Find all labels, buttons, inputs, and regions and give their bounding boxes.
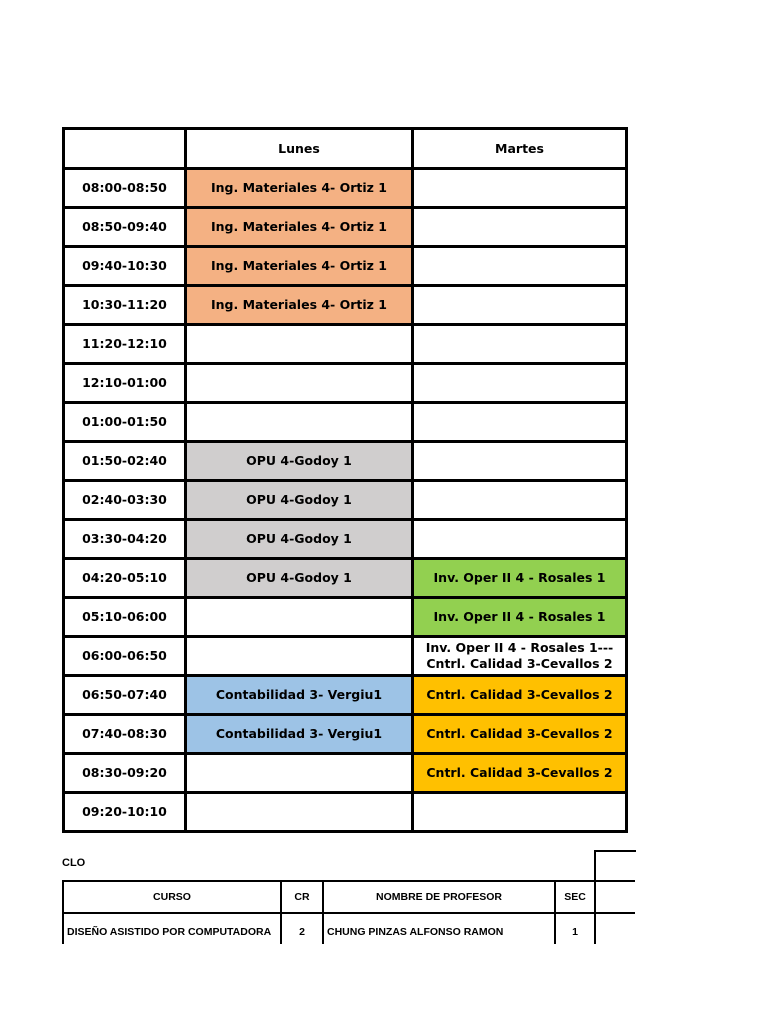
lunes-cell: OPU 4-Godoy 1 xyxy=(186,520,413,559)
time-cell: 07:40-08:30 xyxy=(64,715,186,754)
schedule-row xyxy=(64,637,627,676)
martes-cell xyxy=(413,793,627,832)
schedule-row xyxy=(64,442,627,481)
lunes-cell xyxy=(186,364,413,403)
schedule-row xyxy=(64,676,627,715)
martes-cell: Inv. Oper II 4 - Rosales 1---Cntrl. Calidad 3-Cevallos 2 xyxy=(413,637,627,676)
martes-cell xyxy=(413,520,627,559)
lunes-cell: OPU 4-Godoy 1 xyxy=(186,442,413,481)
schedule-row xyxy=(64,169,627,208)
schedule-row xyxy=(64,247,627,286)
lunes-cell xyxy=(186,754,413,793)
martes-cell: Inv. Oper II 4 - Rosales 1 xyxy=(413,598,627,637)
header-profesor: NOMBRE DE PROFESOR xyxy=(323,881,555,913)
sec-cell: 1 xyxy=(555,913,595,950)
martes-cell: Cntrl. Calidad 3-Cevallos 2 xyxy=(413,715,627,754)
schedule-row xyxy=(64,520,627,559)
courses-header-row xyxy=(63,881,635,913)
header-cr: CR xyxy=(281,881,323,913)
time-cell: 05:10-06:00 xyxy=(64,598,186,637)
martes-cell: Inv. Oper II 4 - Rosales 1 xyxy=(413,559,627,598)
martes-cell xyxy=(413,247,627,286)
time-cell: 09:40-10:30 xyxy=(64,247,186,286)
courses-table xyxy=(62,880,635,950)
time-cell: 08:50-09:40 xyxy=(64,208,186,247)
time-cell: 06:50-07:40 xyxy=(64,676,186,715)
schedule-row xyxy=(64,325,627,364)
time-cell: 11:20-12:10 xyxy=(64,325,186,364)
time-cell: 09:20-10:10 xyxy=(64,793,186,832)
lunes-cell xyxy=(186,793,413,832)
schedule-table xyxy=(62,127,628,833)
schedule-header-row xyxy=(64,129,627,169)
header-martes: Martes xyxy=(413,129,627,169)
schedule-row xyxy=(64,481,627,520)
martes-cell xyxy=(413,169,627,208)
time-cell: 06:00-06:50 xyxy=(64,637,186,676)
martes-cell xyxy=(413,208,627,247)
schedule-row xyxy=(64,286,627,325)
time-cell: 03:30-04:20 xyxy=(64,520,186,559)
time-cell: 08:30-09:20 xyxy=(64,754,186,793)
header-curso: CURSO xyxy=(63,881,281,913)
header-extra xyxy=(595,881,635,913)
lunes-cell xyxy=(186,598,413,637)
martes-cell xyxy=(413,325,627,364)
martes-cell xyxy=(413,403,627,442)
martes-cell xyxy=(413,286,627,325)
time-cell: 01:50-02:40 xyxy=(64,442,186,481)
lunes-cell: Ing. Materiales 4- Ortiz 1 xyxy=(186,208,413,247)
time-cell: 10:30-11:20 xyxy=(64,286,186,325)
page-bottom-blank xyxy=(0,944,768,1024)
cr-cell: 2 xyxy=(281,913,323,950)
curso-cell: DISEÑO ASISTIDO POR COMPUTADORA xyxy=(63,913,281,950)
lunes-cell: Contabilidad 3- Vergiu1 xyxy=(186,676,413,715)
corner-box xyxy=(594,850,636,883)
schedule-row xyxy=(64,793,627,832)
schedule-row xyxy=(64,598,627,637)
time-cell: 12:10-01:00 xyxy=(64,364,186,403)
martes-cell xyxy=(413,481,627,520)
schedule-row xyxy=(64,559,627,598)
time-cell: 01:00-01:50 xyxy=(64,403,186,442)
lunes-cell: Ing. Materiales 4- Ortiz 1 xyxy=(186,286,413,325)
martes-cell: Cntrl. Calidad 3-Cevallos 2 xyxy=(413,754,627,793)
schedule-row xyxy=(64,364,627,403)
time-cell: 02:40-03:30 xyxy=(64,481,186,520)
lunes-cell xyxy=(186,403,413,442)
lunes-cell xyxy=(186,637,413,676)
profesor-cell: CHUNG PINZAS ALFONSO RAMON xyxy=(323,913,555,950)
lunes-cell: Ing. Materiales 4- Ortiz 1 xyxy=(186,169,413,208)
schedule-row xyxy=(64,754,627,793)
time-cell: 04:20-05:10 xyxy=(64,559,186,598)
header-sec: SEC xyxy=(555,881,595,913)
header-lunes: Lunes xyxy=(186,129,413,169)
lunes-cell xyxy=(186,325,413,364)
schedule-body xyxy=(64,169,627,832)
martes-cell xyxy=(413,442,627,481)
time-cell: 08:00-08:50 xyxy=(64,169,186,208)
lunes-cell: Contabilidad 3- Vergiu1 xyxy=(186,715,413,754)
schedule-row xyxy=(64,403,627,442)
courses-section-label: CLO xyxy=(62,857,86,869)
lunes-cell: OPU 4-Godoy 1 xyxy=(186,559,413,598)
lunes-cell: OPU 4-Godoy 1 xyxy=(186,481,413,520)
schedule-row xyxy=(64,715,627,754)
martes-cell xyxy=(413,364,627,403)
schedule-row xyxy=(64,208,627,247)
martes-cell: Cntrl. Calidad 3-Cevallos 2 xyxy=(413,676,627,715)
lunes-cell: Ing. Materiales 4- Ortiz 1 xyxy=(186,247,413,286)
header-time-cell xyxy=(64,129,186,169)
